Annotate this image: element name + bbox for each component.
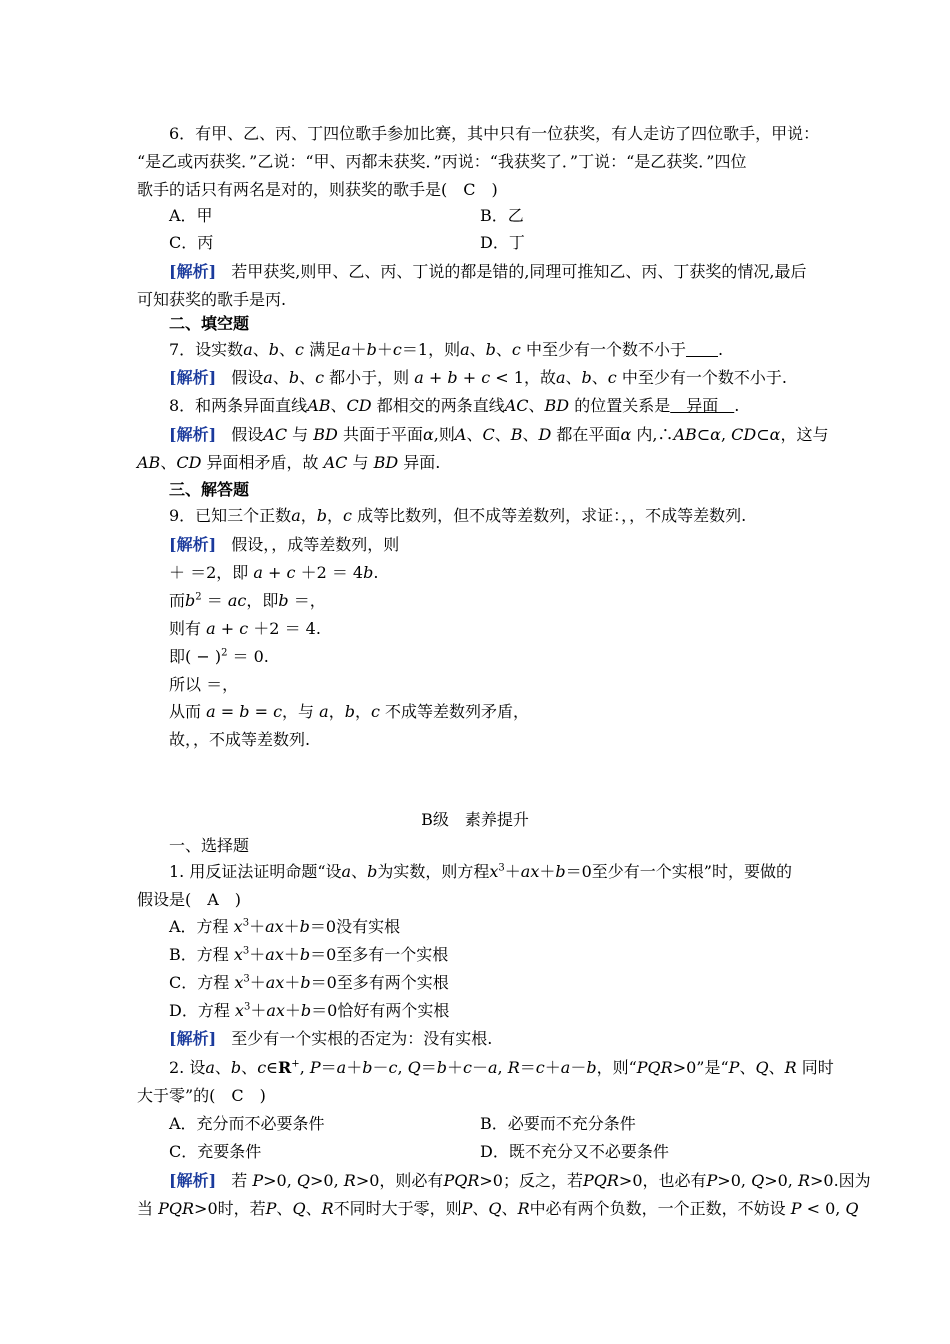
q8-analysis-line-2: AB、CD 异面相矛盾，故 AC 与 BD 异面. bbox=[137, 453, 441, 472]
q6-options-row-2 bbox=[169, 233, 849, 253]
q8-analysis-4: ,则 bbox=[433, 425, 455, 444]
q6-option-d: D．丁 bbox=[480, 233, 525, 252]
b1-option-a: A．方程 $x^3+ax+b=0$没有实根 bbox=[169, 917, 401, 936]
q9-step-3-text-b: ，即 bbox=[246, 591, 279, 610]
analysis-tag: [解析] bbox=[169, 1029, 217, 1048]
b2-analysis-6: 当 bbox=[137, 1199, 154, 1218]
q9-step-4: 则有 a + c ＋2 ＝ 4. bbox=[169, 619, 321, 638]
q9-step-4-text-b: ＋2 ＝ 4. bbox=[253, 619, 321, 638]
level-b-heading: B级 素养提升 bbox=[421, 810, 529, 829]
b1-option-d-text: 恰好有两个实根 bbox=[337, 1001, 450, 1020]
q8-analysis-6: 内,∴ bbox=[636, 425, 674, 444]
q8-text-1: 8．和两条异面直线 bbox=[169, 396, 308, 415]
q6-option-b: B．乙 bbox=[480, 206, 524, 225]
section-heading-fill-in: 二、填空题 bbox=[169, 314, 250, 333]
q9-step-2: ＋ ＝2，即 a + c ＋2 ＝ 4b. bbox=[169, 563, 379, 582]
b2-analysis-5: .因为 bbox=[833, 1171, 871, 1190]
q6-options-row-1 bbox=[169, 206, 849, 226]
b2-analysis-9: 中必有两个负数，一个正数，不妨设 bbox=[529, 1199, 786, 1218]
section-heading-choice: 一、选择题 bbox=[169, 836, 250, 855]
q6-option-a: A．甲 bbox=[169, 206, 213, 225]
q9-step-3-eq: ＝ bbox=[206, 591, 223, 610]
q7-text-1: 7．设实数 bbox=[169, 340, 244, 359]
q8-analysis-line-1: [解析] 假设AC 与 BD 共面于平面α,则A、C、B、D 都在平面α 内,∴AB⊂α, CD⊂α，这与 bbox=[169, 425, 829, 444]
q9-step-6: 所以 ＝， bbox=[169, 675, 239, 694]
b2-line-1: 2. 设a、b、c∈R+, P＝a＋b－c, Q＝b＋c－a, R＝c＋a－b，则“PQR>0”是“P、Q、R 同时 bbox=[169, 1058, 834, 1077]
q7-analysis-line: [解析] 假设a、b、c 都小于，则 a + b + c < 1，故a、b、c 中至少有一个数不小于. bbox=[169, 368, 787, 387]
q8-text-3: 的位置关系是 bbox=[574, 396, 671, 415]
analysis-tag: [解析] bbox=[169, 1171, 217, 1190]
q8-analysis-3: 共面于平面 bbox=[342, 425, 423, 444]
q7-analysis-4: 中至少有一个数不小于. bbox=[621, 368, 787, 387]
q7-blank bbox=[686, 340, 718, 359]
b2-analysis-line-1: [解析] 若 P>0, Q>0, R>0，则必有PQR>0；反之，若PQR>0，也必有P>0, Q>0, R>0.因为 bbox=[169, 1171, 871, 1190]
q9-step-7-text-c: 不成等差数列矛盾， bbox=[385, 702, 530, 721]
b1-line-2: 假设是( A ) bbox=[137, 890, 242, 909]
q6-line-3: 歌手的话只有两名是对的，则获奖的歌手是( C ) bbox=[137, 180, 498, 199]
b2-analysis-1: 若 bbox=[231, 1171, 248, 1190]
analysis-tag: [解析] bbox=[169, 262, 217, 281]
q9-text-2: 成等比数列，但不成等差数列，求证：，，不成等差数列. bbox=[357, 506, 747, 525]
q7-line: 7．设实数a、b、c 满足a＋b＋c＝1，则a、b、c 中至少有一个数不小于 . bbox=[169, 340, 724, 359]
b1-option-c: C．方程 $x^3+ax+b=0$至多有两个实根 bbox=[169, 973, 449, 992]
b2-option-c: C．充要条件 bbox=[169, 1142, 262, 1161]
q7-text-5: . bbox=[718, 340, 724, 359]
q9-line: 9．已知三个正数a，b，c 成等比数列，但不成等差数列，求证：，，不成等差数列. bbox=[169, 506, 747, 525]
q8-line: 8．和两条异面直线AB、CD 都相交的两条直线AC、BD 的位置关系是 异面 . bbox=[169, 396, 740, 415]
b2-text-3: ”是“ bbox=[696, 1058, 729, 1077]
q9-step-2-text: ＋ ＝2，即 bbox=[169, 563, 249, 582]
b2-analysis-2: ，则必有 bbox=[379, 1171, 444, 1190]
b2-analysis-line-2: 当 PQR>0时，若P、Q、R不同时大于零，则P、Q、R中必有两个负数，一个正数，不妨设 P < 0, Q bbox=[137, 1199, 859, 1218]
b1-option-a-text: 没有实根 bbox=[336, 917, 401, 936]
analysis-tag: [解析] bbox=[169, 425, 217, 444]
q7-text-4: 中至少有一个数不小于 bbox=[525, 340, 686, 359]
q9-analysis-line-1 bbox=[169, 535, 849, 555]
b1-text-2: 为实数，则方程 bbox=[377, 862, 490, 881]
b2-text-4: 同时 bbox=[801, 1058, 834, 1077]
q9-step-7: 从而 a = b = c，与 a，b，c 不成等差数列矛盾， bbox=[169, 702, 530, 721]
analysis-tag: [解析] bbox=[169, 368, 217, 387]
q8-analysis-8: 异面相矛盾，故 bbox=[206, 453, 319, 472]
q9-step-7-text-b: ，与 bbox=[282, 702, 315, 721]
q7-analysis-1: 假设 bbox=[231, 368, 264, 387]
q8-analysis-9: 与 bbox=[352, 453, 369, 472]
b2-option-d: D．既不充分又不必要条件 bbox=[480, 1142, 669, 1161]
q9-step-5-text: 即( − ) bbox=[169, 647, 222, 666]
q6-line-2: “是乙或丙获奖．”乙说：“甲、丙都未获奖．”丙说：“我获奖了．”丁说：“是乙获奖．”四位 bbox=[137, 152, 747, 171]
q8-text-2: 都相交的两条直线 bbox=[376, 396, 505, 415]
q7-text-2: 满足 bbox=[309, 340, 342, 359]
q8-analysis-1: 假设 bbox=[231, 425, 264, 444]
q8-text-4: . bbox=[734, 396, 740, 415]
b1-option-b-text: 至多有一个实根 bbox=[336, 945, 449, 964]
q7-analysis-3: < 1，故 bbox=[495, 368, 556, 387]
q9-step-2-text-b: ＋2 ＝ 4 bbox=[300, 563, 364, 582]
q9-step-5: 即( − )$^2$ ＝ 0. bbox=[169, 647, 269, 666]
q7-analysis-2: 都小于，则 bbox=[329, 368, 410, 387]
b1-option-d: D．方程 $x^3+ax+b=0$恰好有两个实根 bbox=[169, 1001, 450, 1020]
b2-analysis-4: ，也必有 bbox=[642, 1171, 707, 1190]
q8-analysis-5: 都在平面 bbox=[556, 425, 621, 444]
b1-line-1: 1. 用反证法证明命题“设a、b为实数，则方程$x^3+ax+b=0$至少有一个实根”时，要做的 bbox=[169, 862, 792, 881]
b2-analysis-7: 时，若 bbox=[217, 1199, 266, 1218]
q8-analysis-10: 异面. bbox=[403, 453, 441, 472]
b1-analysis bbox=[169, 1029, 849, 1049]
q9-step-7-text: 从而 bbox=[169, 702, 202, 721]
b2-line-2: 大于零”的( C ) bbox=[137, 1086, 266, 1105]
b2-option-a: A．充分而不必要条件 bbox=[169, 1114, 325, 1133]
q6-analysis-text: 若甲获奖,则甲、乙、丙、丁说的都是错的,同理可推知乙、丙、丁获奖的情况,最后 bbox=[231, 262, 807, 281]
b2-options-row-1 bbox=[169, 1114, 849, 1134]
b2-analysis-3: ；反之，若 bbox=[502, 1171, 583, 1190]
b2-text-2: ，则“ bbox=[596, 1058, 637, 1077]
b1-analysis-text: 至少有一个实根的否定为：没有实根. bbox=[231, 1029, 493, 1048]
b2-options-row-2 bbox=[169, 1142, 849, 1162]
q9-step-5-text-b: ＝ 0. bbox=[227, 647, 269, 666]
q9-step-8: 故，，不成等差数列. bbox=[169, 730, 311, 749]
b2-text-1: 2. 设 bbox=[169, 1058, 206, 1077]
q8-analysis-7: ，这与 bbox=[780, 425, 829, 444]
b2-option-b: B．必要而不充分条件 bbox=[480, 1114, 636, 1133]
q8-answer-blank: 异面 bbox=[670, 396, 735, 415]
q6-option-c: C．丙 bbox=[169, 233, 214, 252]
b1-text-3: ＝0至少有一个实根”时，要做的 bbox=[565, 862, 792, 881]
q9-step-4-text: 则有 bbox=[169, 619, 202, 638]
b1-text-1: 1. 用反证法证明命题“设 bbox=[169, 862, 342, 881]
q9-step-3-text: 而 bbox=[169, 591, 186, 610]
section-heading-solve: 三、解答题 bbox=[169, 480, 250, 499]
q9-text-1: 9．已知三个正数 bbox=[169, 506, 292, 525]
q6-analysis-line-1 bbox=[169, 262, 849, 282]
q9-step-3: 而$b^2$ ＝ ac，即b ＝， bbox=[169, 591, 326, 610]
analysis-tag: [解析] bbox=[169, 535, 217, 554]
b2-analysis-8: 不同时大于零，则 bbox=[333, 1199, 462, 1218]
b1-option-b: B．方程 $x^3+ax+b=0$至多有一个实根 bbox=[169, 945, 449, 964]
q9-step-3-text-c: ＝， bbox=[293, 591, 326, 610]
q6-line-1: 6．有甲、乙、丙、丁四位歌手参加比赛，其中只有一位获奖，有人走访了四位歌手，甲说： bbox=[169, 124, 820, 143]
q9-step-1: 假设，，成等差数列，则 bbox=[231, 535, 400, 554]
q8-analysis-2: 与 bbox=[292, 425, 309, 444]
b1-option-c-text: 至多有两个实根 bbox=[336, 973, 449, 992]
q6-analysis-line-2: 可知获奖的歌手是丙. bbox=[137, 290, 287, 309]
q7-text-3: ＝1，则 bbox=[401, 340, 461, 359]
